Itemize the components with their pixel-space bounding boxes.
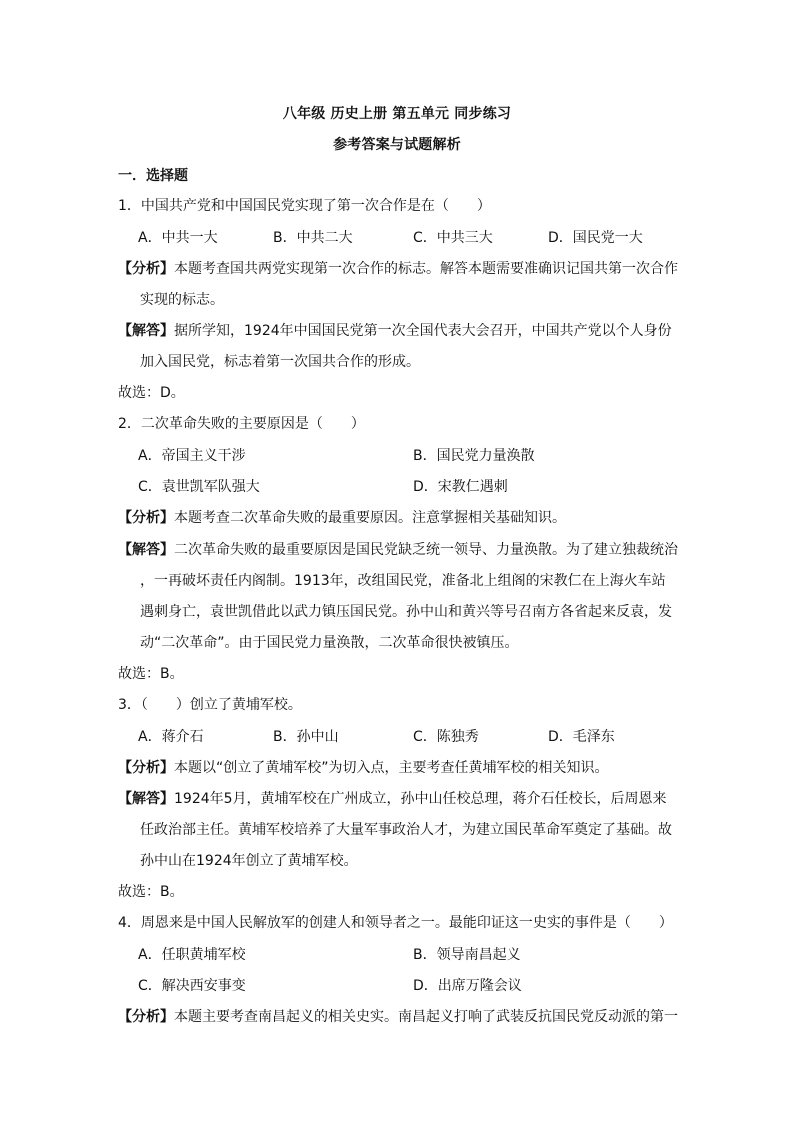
option-b: B．孙中山 [273, 729, 339, 745]
option-d: D．宋教仁遇刺 [413, 479, 508, 495]
answer-text-continued: ，一再破坏责任内阁制。1913年，改组国民党，准备北上组阁的宋教仁在上海火车站 [140, 573, 666, 589]
question-3-answer [118, 789, 676, 809]
answer-text: 1924年5月，黄埔军校在广州成立，孙中山任校总理，蒋介石任校长，后周恩来 [174, 791, 667, 807]
option-a: A．蒋介石 [138, 729, 204, 745]
question-1-analysis [118, 259, 676, 279]
answer-tag: 【解答】 [118, 542, 174, 558]
option-d: D．出席万隆会议 [413, 978, 522, 994]
question-3-stem: 3．（ ）创立了黄埔军校。 [118, 697, 302, 713]
answer-text-continued: 任政治部主任。黄埔军校培养了大量军事政治人才，为建立国民革命军奠定了基础。故 [140, 822, 672, 838]
option-c: C．中共三大 [413, 230, 493, 246]
answer-tag: 【解答】 [118, 323, 174, 339]
question-3-result: 故选：B。 [118, 884, 184, 900]
answer-text-continued: 遇刺身亡，袁世凯借此以武力镇压国民党。孙中山和黄兴等号召南方各省起来反袁，发 [140, 604, 672, 620]
analysis-tag: 【分析】 [118, 760, 174, 776]
question-1-stem: 1．中国共产党和中国国民党实现了第一次合作是在（ ） [118, 198, 491, 214]
option-b: B．国民党力量涣散 [413, 448, 535, 464]
option-b: B．领导南昌起义 [413, 947, 521, 963]
question-2-answer [118, 540, 676, 560]
question-1-result: 故选：D。 [118, 385, 185, 401]
answer-text: 二次革命失败的最重要原因是国民党缺乏统一领导、力量涣散。为了建立独裁统治 [174, 542, 678, 558]
analysis-text: 本题主要考查南昌起义的相关史实。南昌起义打响了武装反抗国民党反动派的第一 [174, 1009, 678, 1025]
question-4-analysis [118, 1007, 676, 1027]
option-d: D．毛泽东 [548, 729, 615, 745]
question-2-stem: 2．二次革命失败的主要原因是（ ） [118, 416, 365, 432]
option-c: C．解决西安事变 [138, 978, 246, 994]
analysis-text-continued: 实现的标志。 [140, 292, 224, 308]
question-3-analysis [118, 758, 676, 778]
answer-text-continued: 加入国民党，标志着第一次国共合作的形成。 [140, 354, 420, 370]
analysis-tag: 【分析】 [118, 1009, 174, 1025]
option-d: D．国民党一大 [548, 230, 643, 246]
option-a: A．任职黄埔军校 [138, 947, 246, 963]
option-b: B．中共二大 [273, 230, 353, 246]
document-subtitle: 参考答案与试题解析 [333, 137, 461, 153]
document-title: 八年级 历史上册 第五单元 同步练习 [282, 106, 512, 122]
question-2-analysis [118, 508, 676, 528]
option-a: A．帝国主义干涉 [138, 448, 246, 464]
question-1-answer [118, 321, 676, 341]
analysis-text: 本题考查二次革命失败的最重要原因。注意掌握相关基础知识。 [174, 510, 566, 526]
answer-tag: 【解答】 [118, 791, 174, 807]
answer-text-continued: 动“二次革命”。由于国民党力量涣散，二次革命很快被镇压。 [140, 635, 519, 651]
option-a: A．中共一大 [138, 230, 218, 246]
analysis-text: 本题以“创立了黄埔军校”为切入点，主要考查任黄埔军校的相关知识。 [174, 760, 609, 776]
option-c: C．袁世凯军队强大 [138, 479, 260, 495]
question-4-stem: 4．周恩来是中国人民解放军的创建人和领导者之一。最能印证这一史实的事件是（ ） [118, 915, 673, 931]
option-c: C．陈独秀 [413, 729, 479, 745]
analysis-tag: 【分析】 [118, 510, 174, 526]
analysis-tag: 【分析】 [118, 261, 174, 277]
section-heading: 一．选择题 [118, 168, 188, 184]
analysis-text: 本题考查国共两党实现第一次合作的标志。解答本题需要准确识记国共第一次合作 [174, 261, 678, 277]
question-2-result: 故选：B。 [118, 666, 184, 682]
answer-text: 据所学知，1924年中国国民党第一次全国代表大会召开，中国共产党以个人身份 [174, 323, 672, 339]
answer-text-continued: 孙中山在1924年创立了黄埔军校。 [140, 853, 358, 869]
